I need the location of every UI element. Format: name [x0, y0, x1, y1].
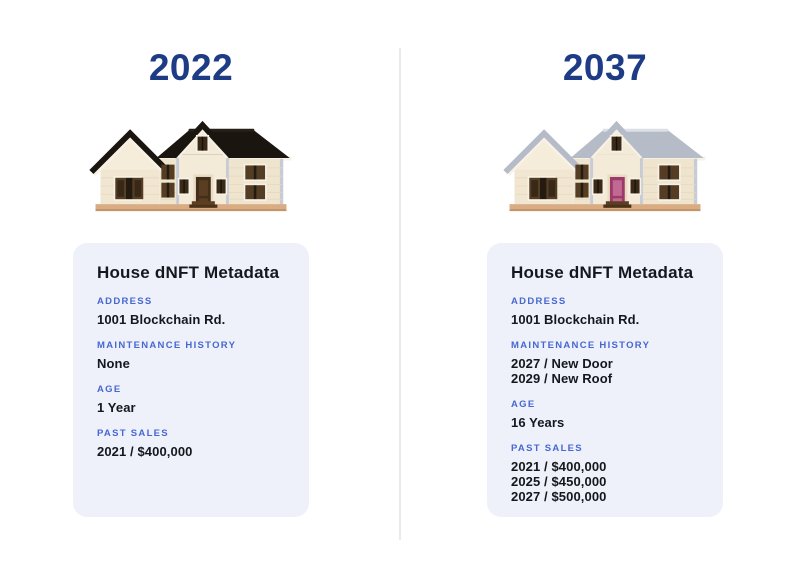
field-values — [97, 312, 285, 327]
field-value: 2027 / New Door — [511, 356, 613, 371]
field-values — [97, 444, 285, 459]
door-group — [189, 174, 217, 207]
field-value: 2021 / $400,000 — [97, 444, 193, 459]
card-title: House dNFT Metadata — [97, 263, 280, 282]
field-value: 2021 / $400,000 — [511, 459, 607, 474]
field-value: 2029 / New Roof — [511, 371, 613, 386]
field-values — [511, 356, 699, 386]
metadata-fields — [97, 296, 285, 459]
field-label: MAINTENANCE HISTORY — [97, 340, 237, 351]
house-icon — [498, 107, 712, 214]
door-group — [603, 174, 631, 207]
house-icon — [84, 107, 298, 214]
field-values — [97, 356, 285, 371]
field-value: 2025 / $450,000 — [511, 474, 607, 489]
metadata-field — [511, 296, 699, 327]
house-illustration — [84, 107, 298, 214]
field-value: 2027 / $500,000 — [511, 489, 607, 504]
column-content — [73, 0, 309, 573]
field-value: 1 Year — [97, 400, 136, 415]
field-label: AGE — [511, 399, 536, 410]
field-value: 16 Years — [511, 415, 565, 430]
metadata-field — [97, 340, 285, 371]
field-label: MAINTENANCE HISTORY — [511, 340, 651, 351]
metadata-field — [97, 296, 285, 327]
metadata-fields — [511, 296, 699, 504]
metadata-field — [511, 399, 699, 430]
field-value: None — [97, 356, 130, 371]
house-illustration — [498, 107, 712, 214]
year-heading: 2037 — [562, 47, 648, 88]
metadata-card — [73, 243, 309, 517]
field-label: PAST SALES — [97, 428, 169, 439]
field-values — [97, 400, 285, 415]
year-column — [400, 0, 800, 573]
metadata-field — [511, 443, 699, 504]
field-values — [511, 312, 699, 327]
field-values — [511, 459, 699, 504]
field-label: PAST SALES — [511, 443, 583, 454]
field-label: AGE — [97, 384, 122, 395]
year-heading: 2022 — [148, 47, 234, 88]
column-content — [487, 0, 723, 573]
card-title: House dNFT Metadata — [511, 263, 694, 282]
field-value: 1001 Blockchain Rd. — [97, 312, 226, 327]
metadata-field — [97, 384, 285, 415]
metadata-field — [511, 340, 699, 386]
field-value: 1001 Blockchain Rd. — [511, 312, 640, 327]
field-values — [511, 415, 699, 430]
metadata-card — [487, 243, 723, 517]
field-label: ADDRESS — [97, 296, 153, 307]
metadata-field — [97, 428, 285, 459]
field-label: ADDRESS — [511, 296, 567, 307]
